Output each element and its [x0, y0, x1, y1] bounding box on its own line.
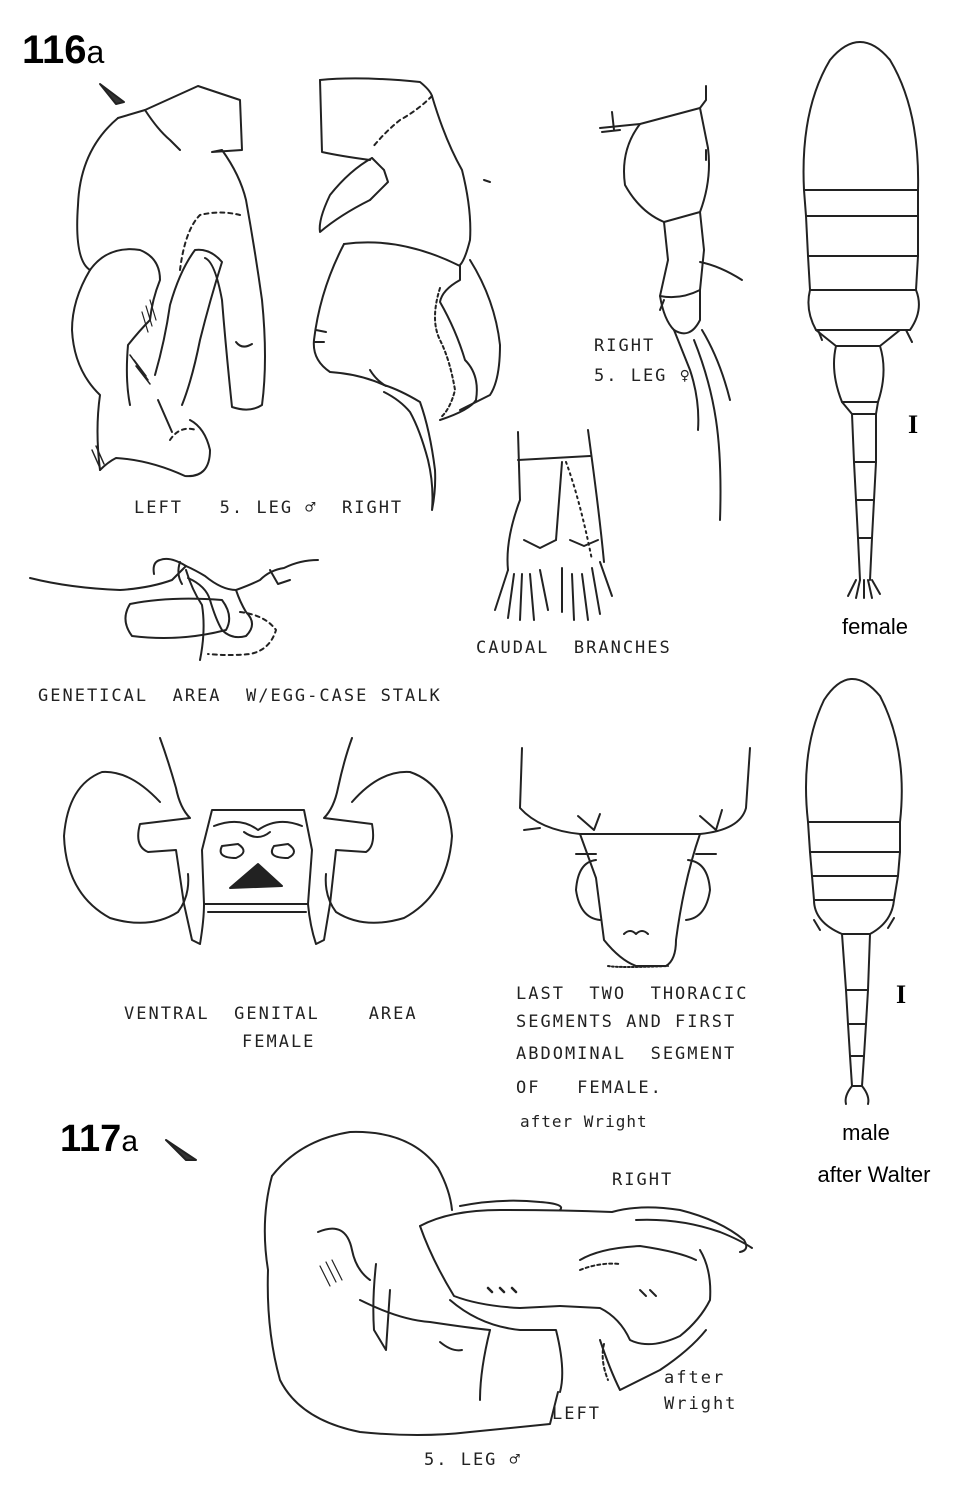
fig116-number-text: 116 [22, 28, 87, 72]
fig117-suffix: a [121, 1125, 138, 1158]
male-habitus-drawing [806, 679, 902, 1104]
thoracic-credit: after Wright [520, 1112, 648, 1131]
fig117-after-label: after [664, 1368, 726, 1388]
caudal-branches-drawing [495, 430, 612, 620]
ventral-genital-label-line1: VENTRAL GENITAL AREA [124, 1004, 418, 1024]
fig117-number-text: 117 [60, 1118, 122, 1160]
thoracic-segments-drawing [520, 748, 750, 967]
fig117-right-label: RIGHT [612, 1170, 674, 1190]
thoracic-label-line4: OF FEMALE. [516, 1078, 663, 1098]
female-habitus-drawing [804, 42, 919, 598]
leg5-right-drawing [314, 78, 500, 510]
male-caption: male [842, 1120, 890, 1145]
caudal-branches-label: CAUDAL BRANCHES [476, 638, 672, 658]
habitus-credit: after Walter [817, 1162, 931, 1187]
ventral-genital-label-line2: FEMALE [242, 1032, 316, 1052]
genetical-area-label: GENETICAL AREA W/EGG-CASE STALK [38, 686, 442, 706]
thoracic-label-line2: SEGMENTS AND FIRST [516, 1012, 737, 1032]
fig117-leg-drawing [265, 1132, 752, 1435]
fig116-suffix: a [86, 34, 105, 70]
ventral-genital-drawing [64, 738, 452, 944]
genetical-area-drawing [30, 559, 318, 660]
female-leg-label-line1: RIGHT [594, 336, 656, 356]
thoracic-label-line3: ABDOMINAL SEGMENT [516, 1044, 737, 1064]
female-caption: female [841, 614, 909, 639]
fig117-leg-label: 5. LEG ♂ [424, 1450, 522, 1470]
female-scale-bar: I [908, 410, 919, 439]
fig117-left-label: LEFT [552, 1404, 601, 1424]
fig117-number [60, 1118, 138, 1161]
fig117-wright-label: Wright [664, 1394, 738, 1414]
leg5-male-label: LEFT 5. LEG ♂ RIGHT [134, 498, 404, 518]
fig117-arrow-marker [166, 1140, 196, 1160]
leg5-female-drawing [600, 86, 742, 520]
thoracic-label-line1: LAST TWO THORACIC [516, 984, 749, 1004]
female-leg-label-line2: 5. LEG ♀ [594, 366, 692, 386]
fig116-arrow-marker [100, 84, 124, 104]
fig116-number [22, 28, 104, 73]
male-scale-bar: I [896, 980, 907, 1009]
leg5-left-drawing [72, 86, 265, 476]
